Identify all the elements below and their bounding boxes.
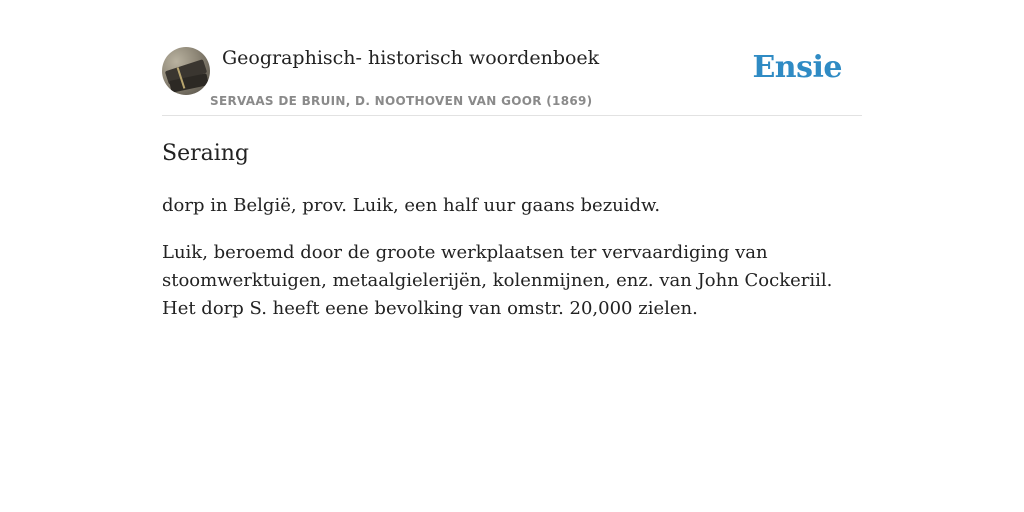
ensie-logo-link[interactable]: Ensie (752, 50, 842, 85)
dictionary-title[interactable]: Geographisch- historisch woordenboek (222, 47, 600, 69)
dictionary-avatar[interactable] (162, 47, 210, 95)
entry-paragraph: Luik, beroemd door de groote werkplaatsen ter vervaardiging van stoomwerktuigen, metaalgielerijën, kolenmijnen, enz. van John Cockeriil. Het dorp S. heeft eene bevolking van omstr. 20,000 zielen. (162, 242, 833, 319)
page-container (162, 0, 862, 319)
entry-title: Seraing (162, 141, 250, 166)
dictionary-header (162, 0, 862, 116)
dictionary-author: SERVAAS DE BRUIN, D. NOOTHOVEN VAN GOOR (1869) (210, 94, 593, 108)
entry-paragraph: dorp in België, prov. Luik, een half uur gaans bezuidw. (162, 195, 661, 216)
